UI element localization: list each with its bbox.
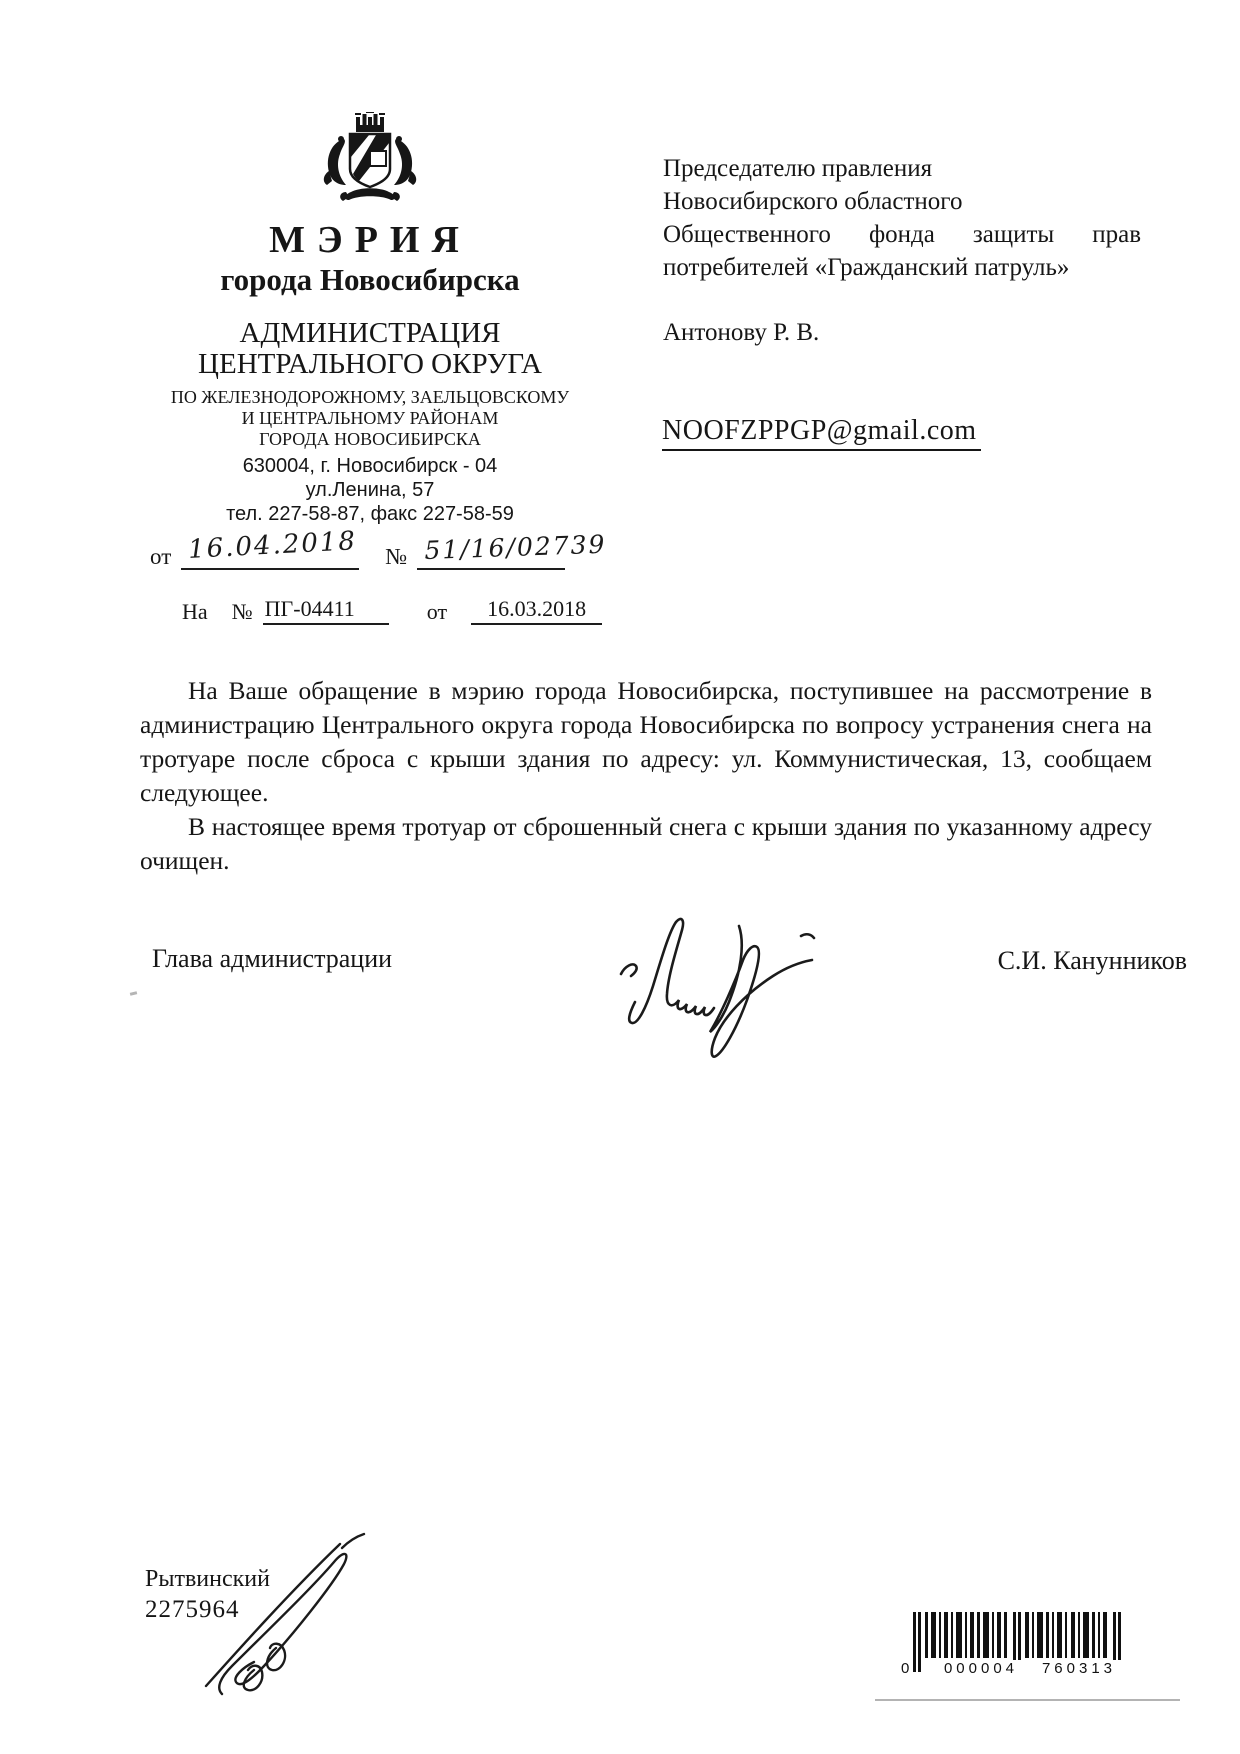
reply-date: 16.03.2018 bbox=[471, 596, 602, 625]
recipient-line1: Председателю правления bbox=[663, 155, 933, 182]
barcode-prefix-digit: 0 bbox=[901, 1660, 910, 1677]
reply-reference-row bbox=[182, 596, 742, 625]
barcode-group-1: 000004 bbox=[937, 1660, 1025, 1677]
barcode-group-2: 760313 bbox=[1037, 1660, 1121, 1677]
handwritten-number: 51/16/02739 bbox=[424, 529, 608, 565]
signature-executor bbox=[192, 1528, 367, 1700]
executor-phone: 2275964 bbox=[145, 1596, 240, 1623]
signature-kanunnikov bbox=[615, 910, 830, 1075]
scan-artifact-speck bbox=[130, 991, 138, 996]
number-underline bbox=[417, 529, 608, 570]
org-title-line1: МЭРИЯ bbox=[269, 219, 471, 261]
letter-body bbox=[140, 674, 1152, 878]
reply-no-label: № bbox=[231, 599, 253, 624]
district-line3: ГОРОДА НОВОСИБИРСКА bbox=[259, 429, 481, 449]
body-paragraph-2: В настоящее время тротуар от сброшенный снега с крыши здания по указанному адресу очищен. bbox=[140, 812, 1152, 875]
postal-address: 630004, г. Новосибирск - 04 bbox=[242, 455, 498, 477]
date-underline bbox=[181, 526, 359, 570]
phone-fax-line: тел. 227-58-87, факс 227-58-59 bbox=[226, 503, 514, 525]
dept-line1: АДМИНИСТРАЦИЯ bbox=[239, 317, 501, 349]
handwritten-date: 16.04.2018 bbox=[187, 526, 358, 565]
scan-artifact-line bbox=[875, 1699, 1180, 1701]
executor-name: Рытвинский bbox=[145, 1566, 270, 1592]
street-address: ул.Ленина, 57 bbox=[305, 479, 435, 501]
novosibirsk-coat-of-arms-icon bbox=[320, 112, 420, 206]
reply-date-label: от bbox=[426, 599, 448, 624]
body-paragraph-1: На Ваше обращение в мэрию города Новосибирска, поступившее на рассмотрение в администрацию Центрального округа города Новосибирска по вопросу устранения снега на тротуаре после сброса с крыши здания по адресу: ул. Коммунистическая, 13, сообщаем следующее. bbox=[140, 676, 1152, 807]
district-line2: И ЦЕНТРАЛЬНОМУ РАЙОНАМ bbox=[241, 408, 499, 428]
recipient-name: Антонову Р. В. bbox=[663, 319, 820, 346]
document-barcode bbox=[901, 1612, 1129, 1678]
recipient-line4: потребителей «Гражданский патруль» bbox=[663, 254, 1070, 281]
recipient-block bbox=[663, 152, 1141, 349]
reply-na-label: На bbox=[182, 599, 208, 624]
recipient-email: NOOFZPPGP@gmail.com bbox=[662, 415, 981, 451]
letterhead bbox=[110, 112, 630, 526]
recipient-line3: Общественного фонда защиты прав bbox=[663, 221, 1141, 248]
district-line1: ПО ЖЕЛЕЗНОДОРОЖНОМУ, ЗАЕЛЬЦОВСКОМУ bbox=[170, 387, 570, 407]
reply-number: ПГ-04411 bbox=[263, 596, 389, 625]
org-title-line2: города Новосибирска bbox=[220, 262, 520, 297]
signer-position: Глава администрации bbox=[152, 944, 393, 973]
date-label: от bbox=[150, 544, 172, 569]
outgoing-reference-row bbox=[150, 526, 610, 570]
dept-line2: ЦЕНТРАЛЬНОГО ОКРУГА bbox=[198, 348, 542, 380]
number-label: № bbox=[385, 544, 408, 569]
recipient-line2: Новосибирского областного bbox=[663, 188, 963, 215]
signer-name: С.И. Канунников bbox=[997, 946, 1187, 975]
